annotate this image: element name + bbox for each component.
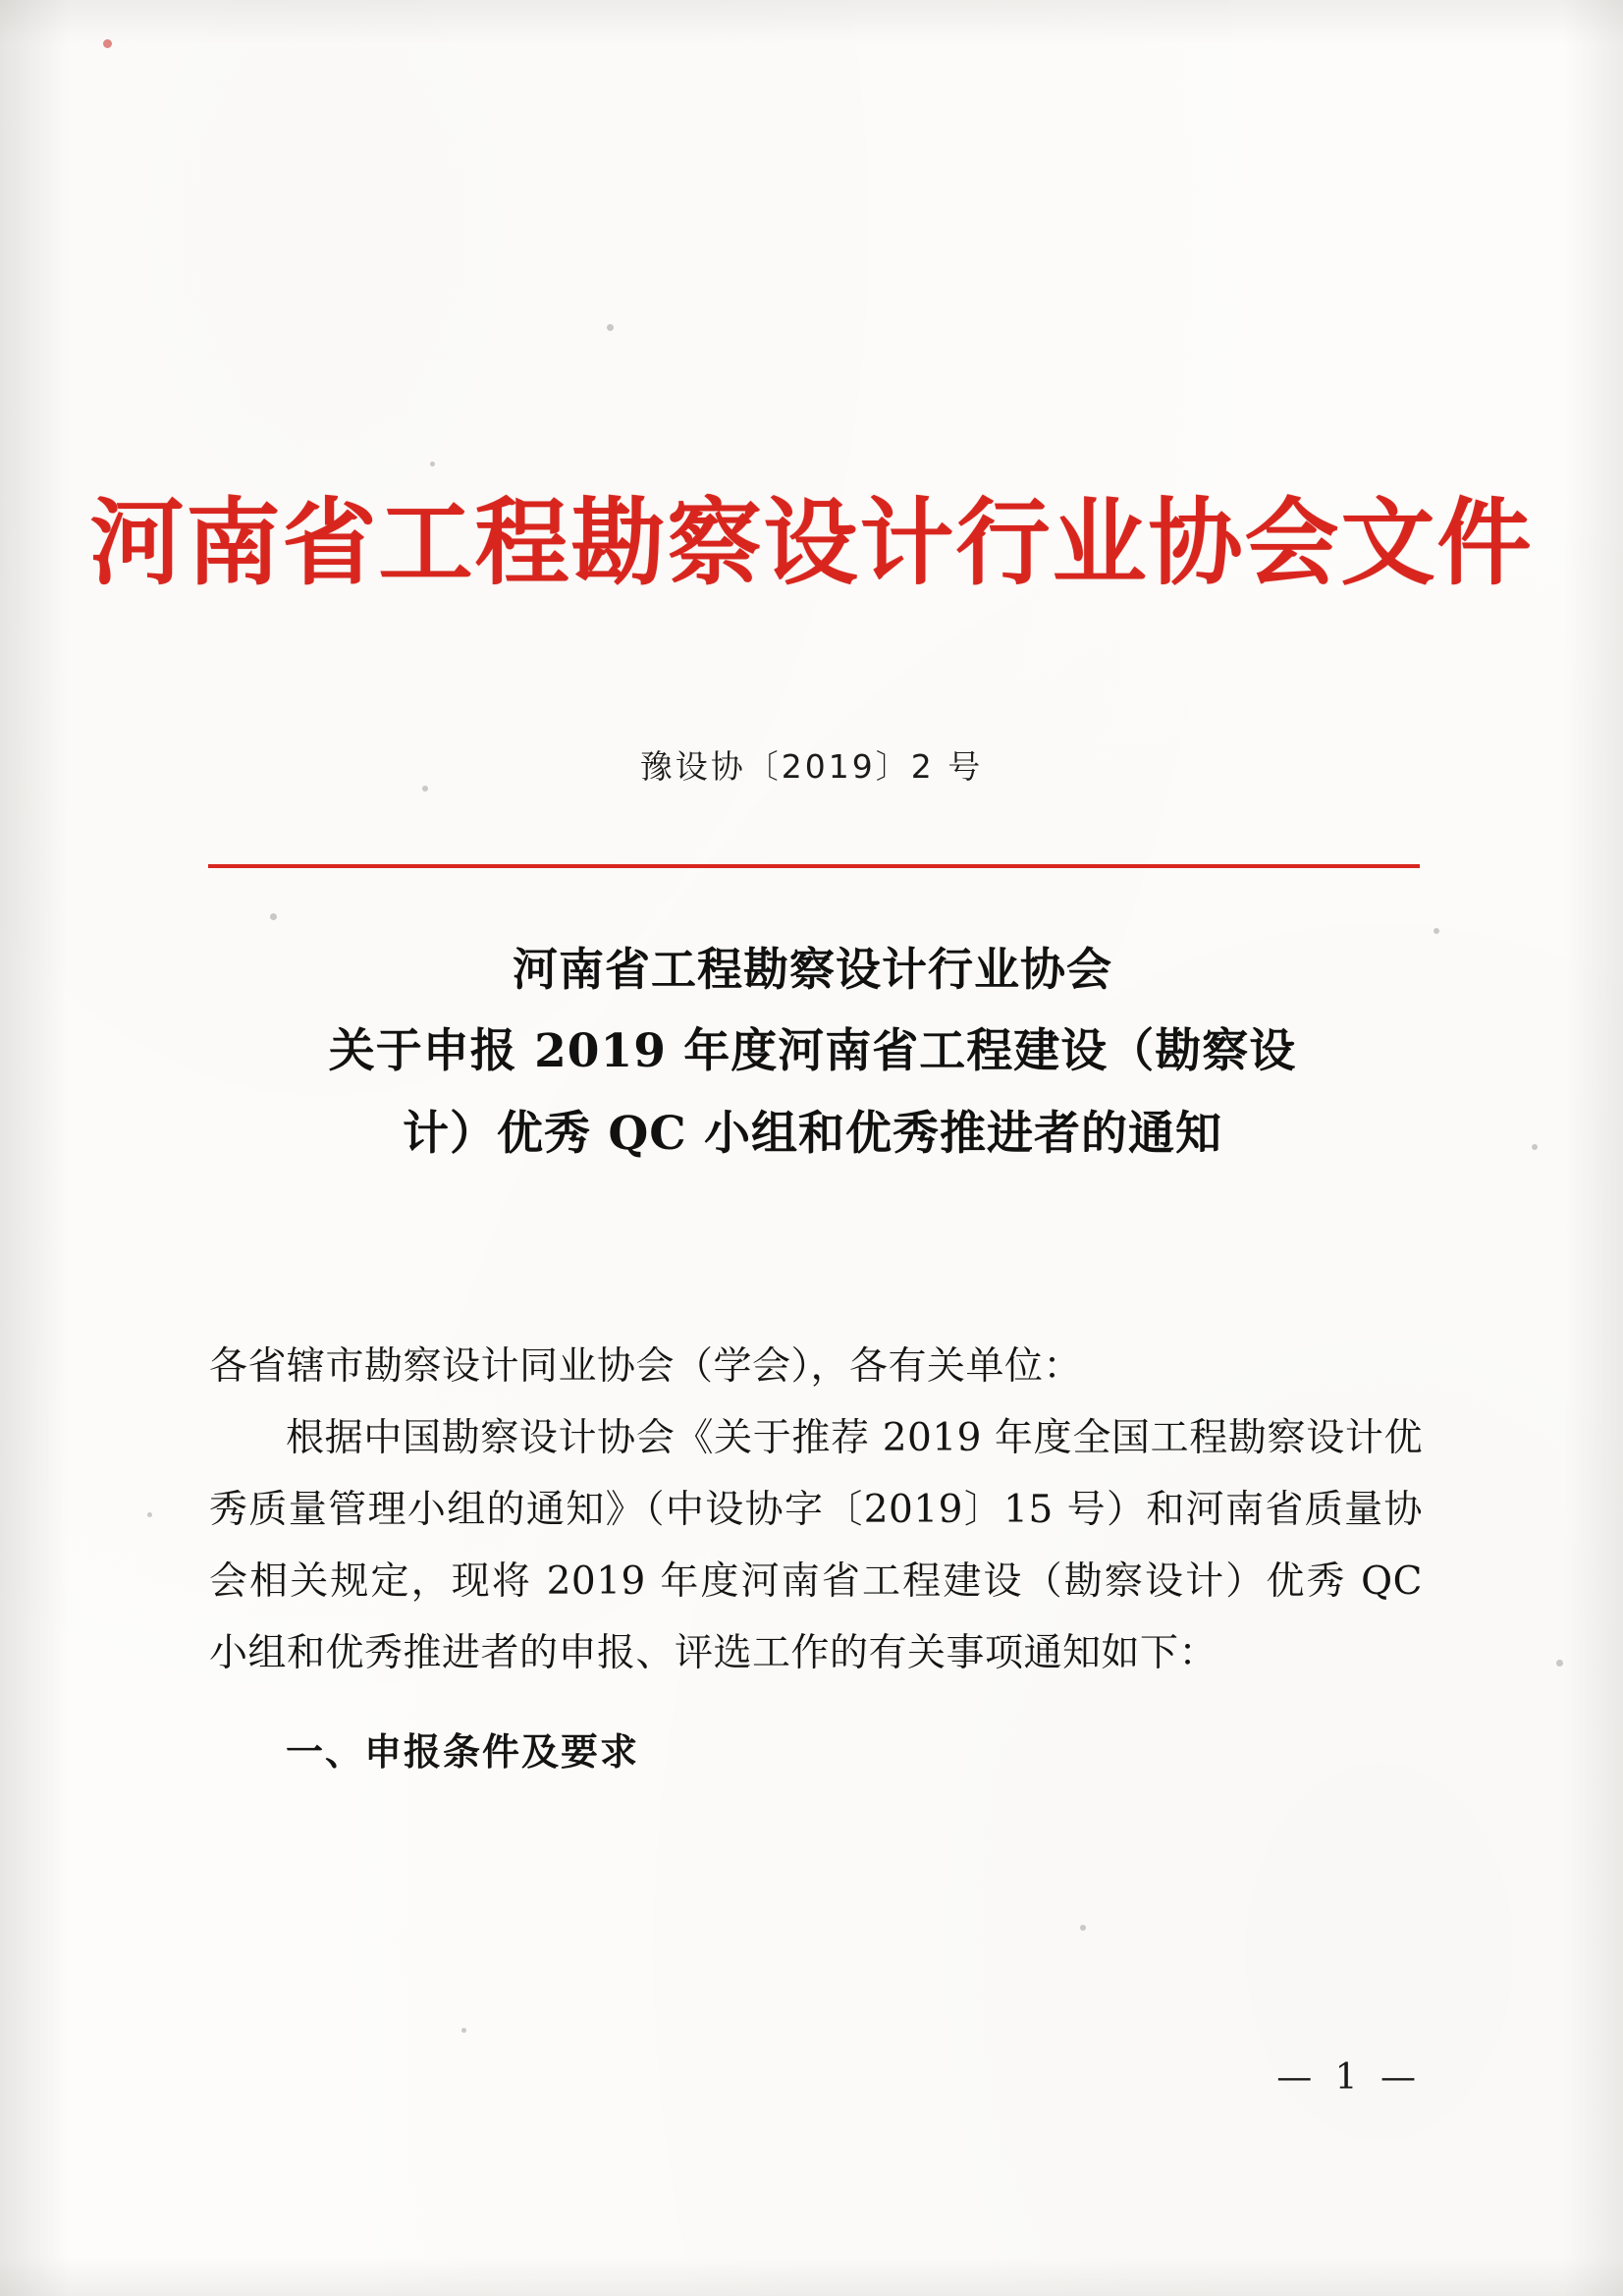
paragraph-spacer	[209, 1689, 1423, 1717]
masthead-title: 河南省工程勘察设计行业协会文件	[89, 487, 1534, 598]
document-masthead	[0, 487, 1623, 598]
title-line-organization: 河南省工程勘察设计行业协会	[513, 943, 1112, 996]
red-divider-rule	[208, 864, 1420, 868]
document-number: 豫设协〔2019〕2 号	[639, 747, 984, 786]
document-body	[209, 1331, 1423, 1788]
section-heading-1: 一、申报条件及要求	[286, 1730, 640, 1774]
body-paragraph-1: 根据中国勘察设计协会《关于推荐 2019 年度全国工程勘察设计优秀质量管理小组的通知》（中设协字〔2019〕15 号）和河南省质量协会相关规定，现将 2019 年度河南省工程建设（勘察设计）优秀 QC 小组和优秀推进者的申报、评选工作的有关事项通知如下：	[209, 1416, 1423, 1675]
title-line-subject-2: 计）优秀 QC 小组和优秀推进者的通知	[402, 1107, 1223, 1161]
salutation-line: 各省辖市勘察设计同业协会（学会），各有关单位：	[209, 1344, 1083, 1389]
document-title-block	[196, 928, 1429, 1175]
page-number: — 1 —	[1276, 2057, 1422, 2098]
title-line-subject-1: 关于申报 2019 年度河南省工程建设（勘察设	[328, 1024, 1297, 1078]
